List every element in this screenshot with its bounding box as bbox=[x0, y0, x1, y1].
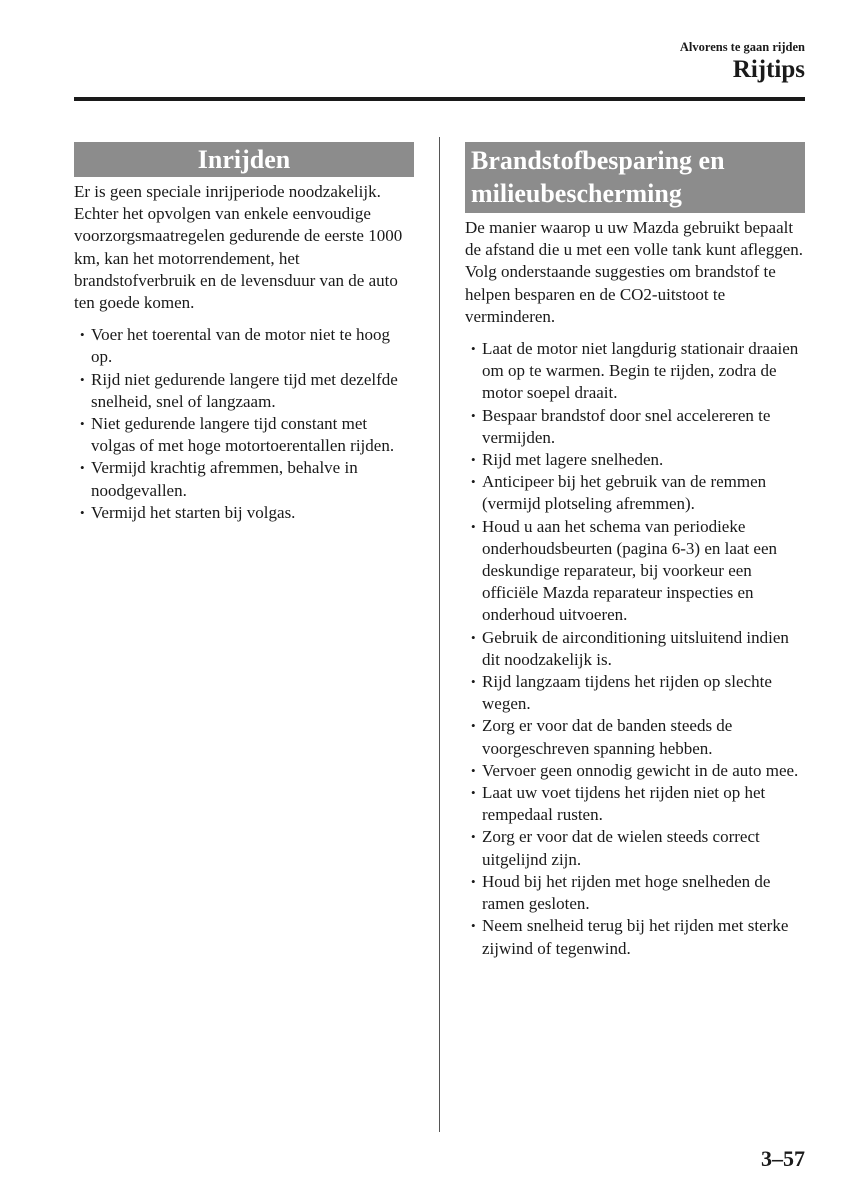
header-rule bbox=[74, 97, 805, 101]
list-item: • Laat uw voet tijdens het rijden niet op het rempedaal rusten. bbox=[471, 783, 766, 825]
column-divider bbox=[439, 137, 440, 1132]
list-item: • Vermijd het starten bij volgas. bbox=[74, 502, 414, 524]
heading-inrijden: Inrijden bbox=[74, 142, 414, 177]
list-item: • Vervoer geen onnodig gewicht in de auto mee. bbox=[465, 760, 805, 782]
list-item: • Gebruik de airconditioning uitsluitend indien dit noodzakelijk is. bbox=[471, 627, 789, 669]
intro-paragraph: Er is geen speciale inrijperiode noodzakelijk. Echter het opvolgen van enkele eenvoudige voorzorgsmaatregelen gedurende de eerste 1000 km, kan het motorrendement, het brandstofverbruik en de levensduur van de auto ten goede komen. bbox=[74, 182, 403, 313]
list-item: • Zorg er voor dat de banden steeds de voorgeschreven spanning hebben. bbox=[471, 716, 733, 758]
heading-line-2: milieubescherming bbox=[471, 179, 682, 208]
list-item: • Rijd langzaam tijdens het rijden op slechte wegen. bbox=[471, 672, 772, 714]
bullet-icon: • bbox=[471, 718, 476, 734]
bullet-icon: • bbox=[80, 504, 85, 520]
bullet-icon: • bbox=[471, 873, 476, 889]
bullet-icon: • bbox=[471, 518, 476, 534]
bullet-icon: • bbox=[471, 629, 476, 645]
section-title: Rijtips bbox=[732, 56, 805, 83]
list-item: • Niet gedurende langere tijd constant met volgas of met hoge motortoerentallen rijden. bbox=[80, 414, 395, 456]
bullet-list bbox=[465, 338, 805, 960]
heading-line-1: Brandstofbesparing en bbox=[471, 146, 725, 175]
list-item: • Houd bij het rijden met hoge snelheden de ramen gesloten. bbox=[471, 871, 771, 914]
list-item: • Zorg er voor dat de wielen steeds correct uitgelijnd zijn. bbox=[471, 827, 760, 869]
list-item: • Neem snelheid terug bij het rijden met sterke zijwind of tegenwind. bbox=[471, 916, 789, 958]
list-item: • Anticipeer bij het gebruik van de remmen (vermijd plotseling afremmen). bbox=[471, 472, 767, 514]
list-item: • Houd u aan het schema van periodieke onderhoudsbeurten (pagina 6-3) en laat een deskundige reparateur, bij voorkeur een officiële Mazda reparateur inspecties en onderhoud uitvoeren. bbox=[471, 516, 778, 625]
bullet-icon: • bbox=[471, 918, 476, 934]
list-item: • Voer het toerental van de motor niet te hoog op. bbox=[80, 325, 390, 367]
bullet-icon: • bbox=[471, 407, 476, 423]
list-item: • Rijd niet gedurende langere tijd met dezelfde snelheid, snel of langzaam. bbox=[80, 369, 398, 411]
intro-paragraph: De manier waarop u uw Mazda gebruikt bepaalt de afstand die u met een volle tank kunt afleggen. Volg onderstaande suggesties om brandstof te helpen besparen en de CO2-uitstoot te verminderen. bbox=[465, 218, 803, 326]
bullet-icon: • bbox=[80, 416, 85, 432]
list-item: • Vermijd krachtig afremmen, behalve in noodgevallen. bbox=[80, 458, 358, 500]
bullet-icon: • bbox=[80, 371, 85, 387]
bullet-icon: • bbox=[471, 762, 476, 778]
page-number: 3–57 bbox=[761, 1146, 805, 1171]
bullet-icon: • bbox=[80, 327, 85, 343]
list-item: • Bespaar brandstof door snel accelereren te vermijden. bbox=[471, 405, 771, 447]
bullet-icon: • bbox=[471, 785, 476, 801]
bullet-icon: • bbox=[471, 452, 476, 468]
bullet-icon: • bbox=[471, 341, 476, 357]
list-item: • Rijd met lagere snelheden. bbox=[465, 449, 805, 471]
bullet-list bbox=[74, 324, 414, 524]
bullet-icon: • bbox=[80, 460, 85, 476]
bullet-icon: • bbox=[471, 474, 476, 490]
bullet-icon: • bbox=[471, 674, 476, 690]
list-item: • Laat de motor niet langdurig stationair draaien om op te warmen. Begin te rijden, zodra de motor soepel draait. bbox=[471, 339, 799, 403]
heading-brandstofbesparing bbox=[465, 142, 805, 213]
left-column bbox=[74, 142, 414, 524]
bullet-icon: • bbox=[471, 829, 476, 845]
right-column bbox=[465, 142, 805, 960]
chapter-title: Alvorens te gaan rijden bbox=[679, 40, 805, 54]
